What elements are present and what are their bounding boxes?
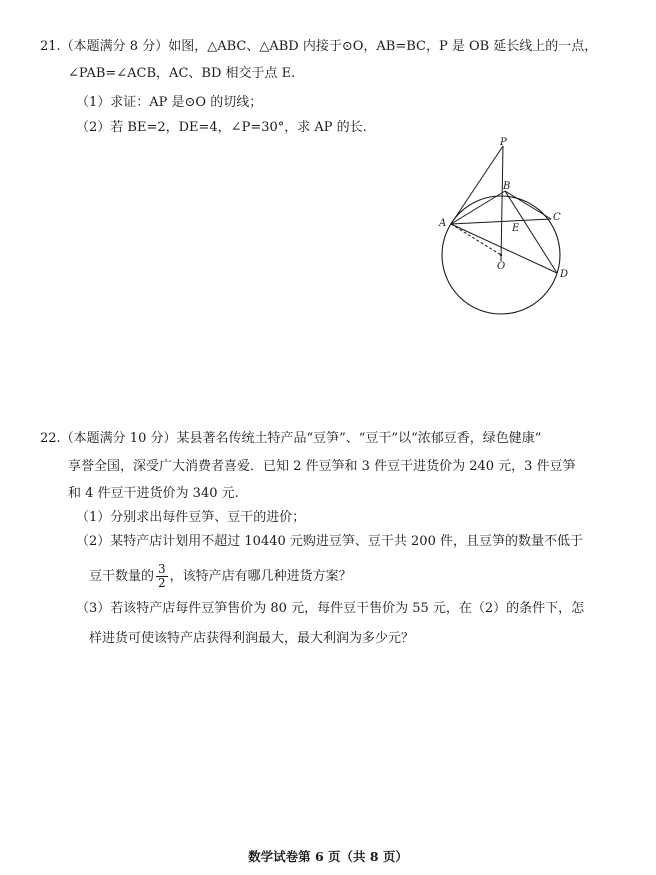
q21-subquestion-2: （2）若 BE=2，DE=4，∠P=30°，求 AP 的长. [76,120,367,135]
label-e: E [512,223,520,234]
label-b: B [503,181,511,192]
fraction-three-halves [156,563,168,590]
segment-ao [451,224,501,255]
segment-pa [451,146,503,224]
segment-bc [505,191,551,219]
q21-stem-line2: ∠PAB=∠ACB，AC、BD 相交于点 E. [68,66,296,81]
q22-subquestion-3-line2: 样进货可使该特产店获得利润最大，最大利润为多少元？ [89,631,415,646]
fraction-numerator: 3 [158,562,166,576]
q22-stem-line2: 享誉全国，深受广大消费者喜爱．已知 2 件豆笋和 3 件豆干进货价为 240 元，3 件豆笋 [68,459,576,474]
q22-subquestion-2-line1: （2）某特产店计划用不超过 10440 元购进豆笋、豆干共 200 件，且豆笋的数量不低于 [76,534,583,549]
point-o [500,254,502,256]
q22-stem-line3: 和 4 件豆干进货价为 340 元. [68,486,239,501]
q22-subquestion-2-line2 [89,563,352,590]
q21-stem-line1: 21.（本题满分 8 分）如图，△ABC、△ABD 内接于⊙O，AB=BC，P 是 OB 延长线上的一点， [40,39,598,54]
label-a: A [439,218,447,229]
fraction-denominator: 2 [158,576,166,590]
q22-subquestion-1: （1）分别求出每件豆笋、豆干的进价； [76,510,306,525]
label-c: C [553,212,561,223]
q21-geometry-figure [430,136,580,316]
q22-stem-line1: 22.（本题满分 10 分）某县著名传统土特产品“豆笋”、“豆干”以“浓郁豆香，绿色健康” [40,431,542,446]
segment-ac [451,219,551,224]
segment-ab [451,191,505,224]
label-o: O [497,261,506,272]
q22-sub2-text-before-fraction: 豆干数量的 [89,569,155,584]
segment-po [501,146,503,261]
label-d: D [560,269,569,280]
page-footer: 数学试卷第 6 页（共 8 页） [248,849,408,864]
label-p: P [500,137,507,148]
q22-sub2-text-after-fraction: ，该特产店有哪几种进货方案？ [169,569,352,584]
q22-subquestion-3-line1: （3）若该特产店每件豆笋售价为 80 元，每件豆干售价为 55 元，在（2）的条件下，怎 [76,601,585,616]
q21-subquestion-1: （1）求证：AP 是⊙O 的切线； [76,95,263,110]
